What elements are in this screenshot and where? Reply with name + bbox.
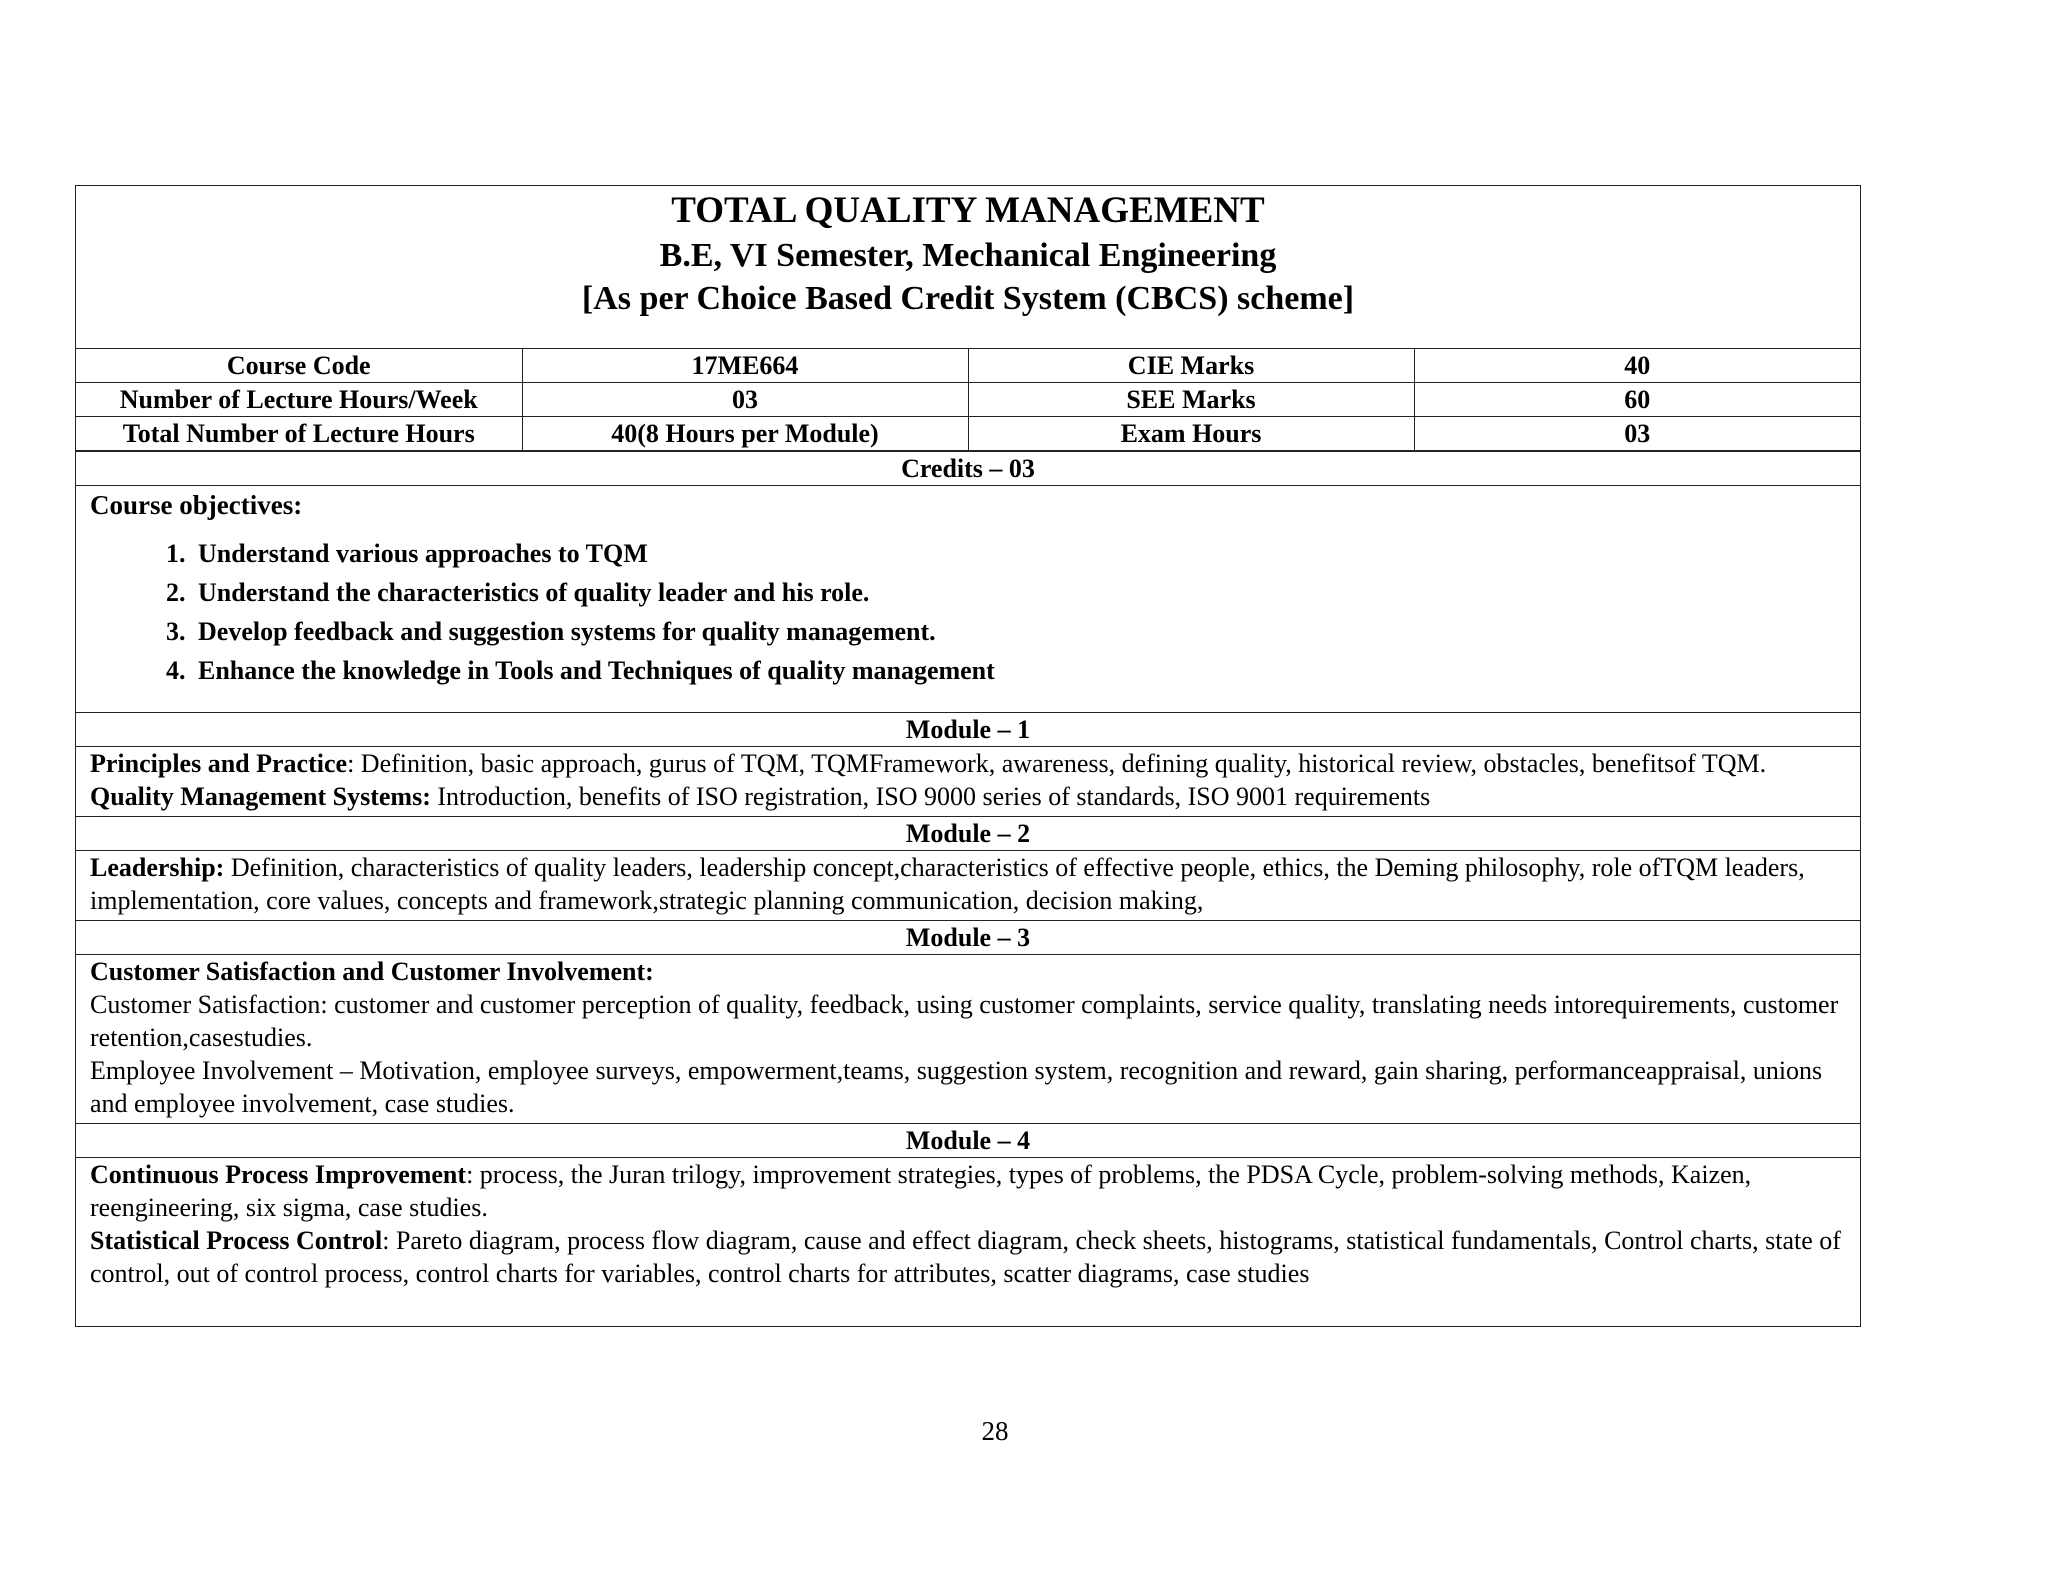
topic-text: : Pareto diagram, process flow diagram, cause and effect diagram, check sheets, histograms, statistical fundamentals, Control charts, state of control, out of control process, control charts for variables, control charts for attributes, scatter diagrams, case studies — [90, 1226, 1841, 1288]
objective-item: 2. Understand the characteristics of quality leader and his role. — [192, 573, 1846, 612]
topic-text: Customer Satisfaction: customer and customer perception of quality, feedback, using customer complaints, service quality, translating needs intorequirements, customer retention,casestudies. — [90, 990, 1839, 1052]
topic-text: Employee Involvement – Motivation, employee surveys, empowerment,teams, suggestion system, recognition and reward, gain sharing, performanceappraisal, unions and employee involvement, case studies. — [90, 1056, 1823, 1118]
topic-heading: Principles and Practice — [90, 749, 348, 778]
info-cell: Course Code — [76, 349, 522, 383]
objective-item: 1. Understand various approaches to TQM — [192, 534, 1846, 573]
info-cell: Number of Lecture Hours/Week — [76, 383, 522, 417]
syllabus-frame — [75, 185, 1861, 1327]
module-heading: Module – 1 — [76, 712, 1860, 746]
module-paragraph — [90, 1054, 1846, 1120]
page-number: 28 — [981, 1416, 1009, 1446]
info-cell: Exam Hours — [968, 417, 1414, 451]
topic-heading: Quality Management Systems: — [90, 782, 431, 811]
module-heading: Module – 4 — [76, 1123, 1860, 1157]
credits-row: Credits – 03 — [76, 451, 1860, 485]
info-row — [76, 417, 1860, 451]
course-scheme: [As per Choice Based Credit System (CBCS) scheme] — [581, 280, 1355, 317]
topic-heading: Customer Satisfaction and Customer Involvement: — [90, 957, 654, 986]
topic-heading: Leadership: — [90, 853, 225, 882]
info-cell: 40(8 Hours per Module) — [522, 417, 968, 451]
objectives-list — [90, 534, 1846, 690]
info-row — [76, 349, 1860, 383]
module-paragraph — [90, 851, 1846, 917]
module-paragraph — [90, 780, 1846, 813]
module-paragraph — [90, 1224, 1846, 1290]
course-subtitle: B.E, VI Semester, Mechanical Engineering — [659, 237, 1277, 274]
module-heading: Module – 2 — [76, 816, 1860, 850]
module-content — [76, 850, 1860, 920]
topic-text: : Definition, basic approach, gurus of TQM, TQMFramework, awareness, defining quality, historical review, obstacles, benefitsof TQM. — [347, 749, 1767, 778]
info-cell: SEE Marks — [968, 383, 1414, 417]
module-paragraph — [90, 747, 1846, 780]
info-cell: 40 — [1414, 349, 1860, 383]
info-cell: 03 — [522, 383, 968, 417]
objective-item: 3. Develop feedback and suggestion systems for quality management. — [192, 612, 1846, 651]
module-content — [76, 954, 1860, 1123]
module-heading: Module – 3 — [76, 920, 1860, 954]
modules-section — [76, 712, 1860, 1326]
module-paragraph — [90, 955, 1846, 988]
info-row — [76, 383, 1860, 417]
info-cell: Total Number of Lecture Hours — [76, 417, 522, 451]
topic-heading: Statistical Process Control — [90, 1226, 383, 1255]
topic-text: Introduction, benefits of ISO registration, ISO 9000 series of standards, ISO 9001 requirements — [430, 782, 1431, 811]
topic-text: : process, the Juran trilogy, improvement strategies, types of problems, the PDSA Cycle, problem-solving methods, Kaizen, reengineering, six sigma, case studies. — [90, 1160, 1752, 1222]
objective-item: 4. Enhance the knowledge in Tools and Techniques of quality management — [192, 651, 1846, 690]
course-objectives — [76, 485, 1860, 712]
course-title: TOTAL QUALITY MANAGEMENT — [671, 190, 1265, 231]
module-content — [76, 1157, 1860, 1326]
course-info-table — [76, 349, 1860, 451]
info-cell: 17ME664 — [522, 349, 968, 383]
module-paragraph — [90, 1158, 1846, 1224]
info-cell: CIE Marks — [968, 349, 1414, 383]
info-cell: 60 — [1414, 383, 1860, 417]
course-header — [76, 186, 1860, 349]
topic-heading: Continuous Process Improvement — [90, 1160, 467, 1189]
module-content — [76, 746, 1860, 816]
topic-text: Definition, characteristics of quality leaders, leadership concept,characteristics of effective people, ethics, the Deming philosophy, role ofTQM leaders, implementation, core values, concepts and framework,strategic planning communication, decision making, — [90, 853, 1805, 915]
info-cell: 03 — [1414, 417, 1860, 451]
module-paragraph — [90, 988, 1846, 1054]
objectives-label: Course objectives: — [90, 490, 303, 520]
